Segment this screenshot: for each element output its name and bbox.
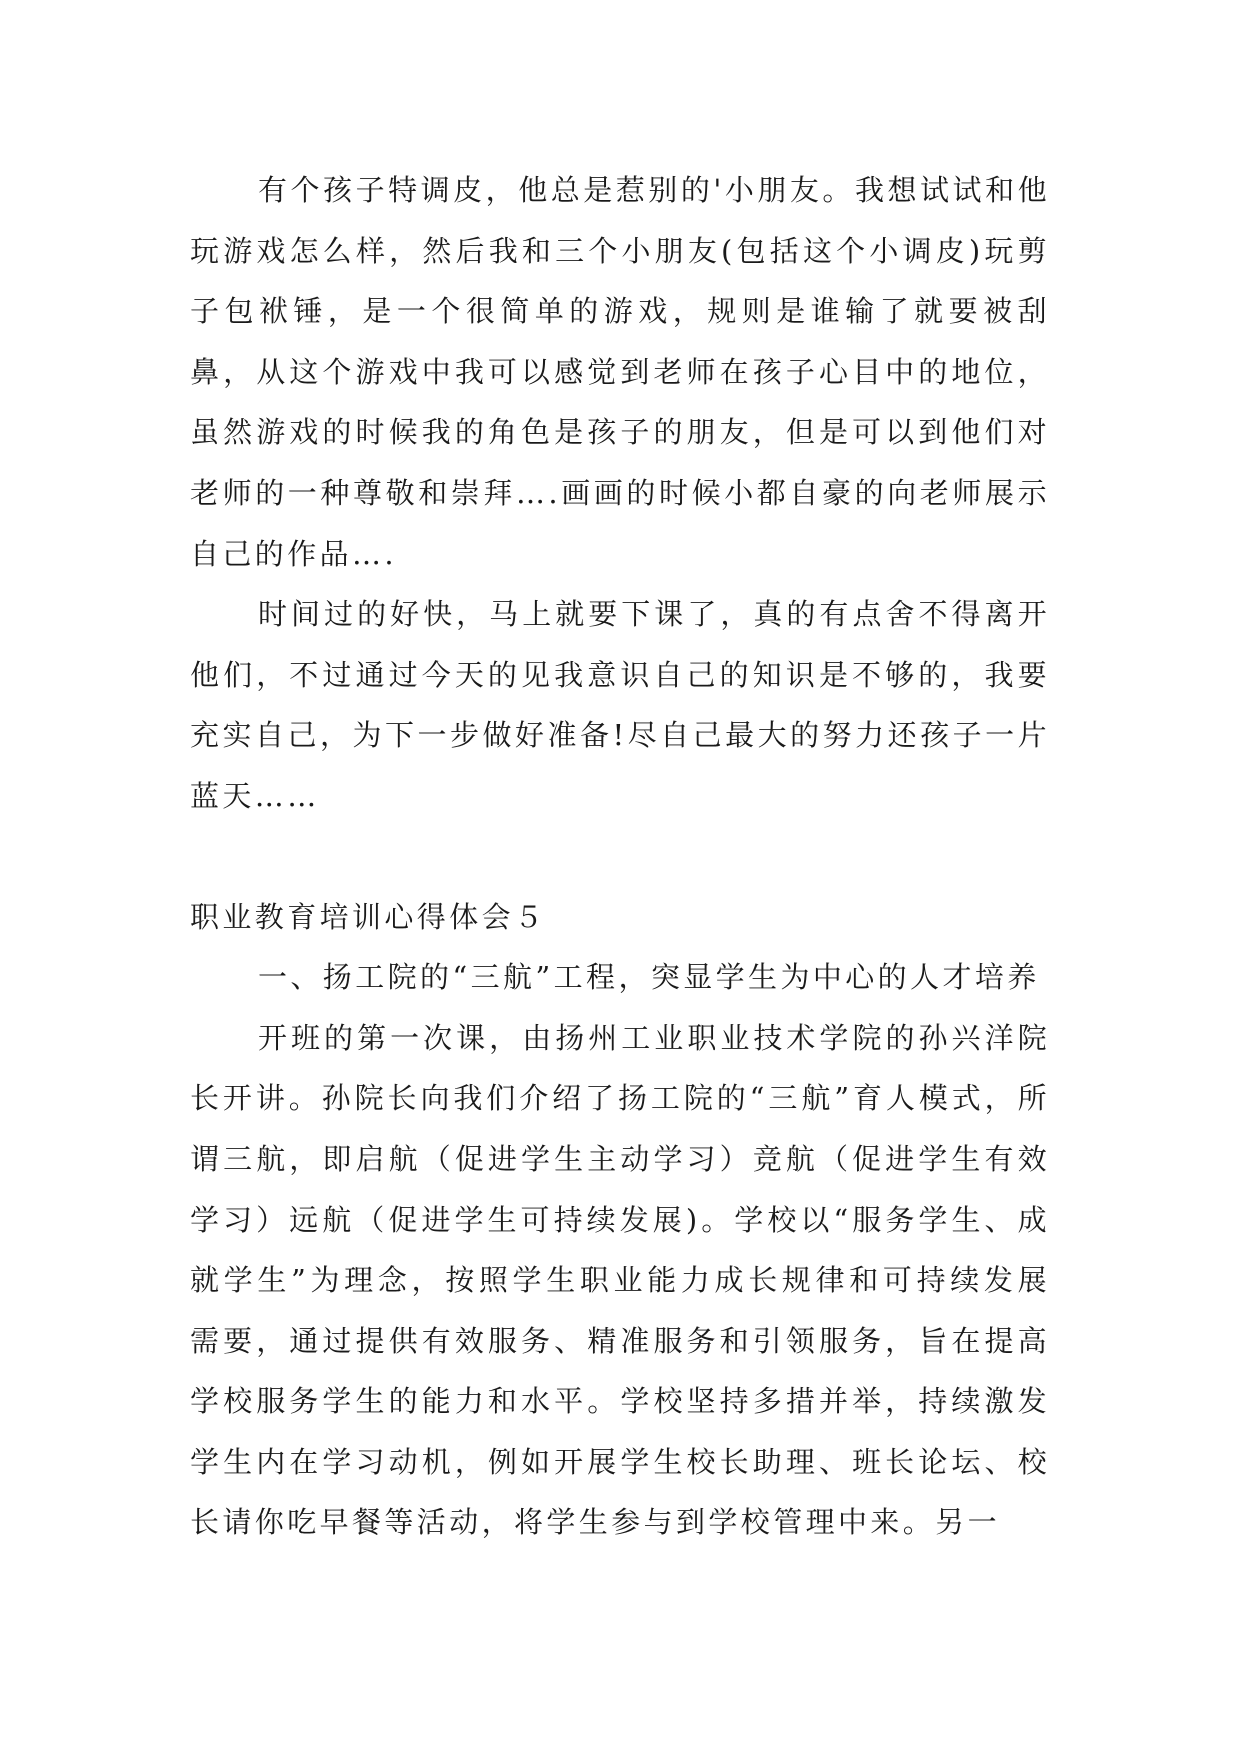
section-spacer xyxy=(190,827,1050,887)
section-title: 职业教育培训心得体会５ xyxy=(190,899,547,934)
subheading-three-voyages: 一、扬工院的“三航”工程，突显学生为中心的人才培养 xyxy=(258,960,1040,995)
paragraph-class-ending: 时间过的好快，马上就要下课了，真的有点舍不得离开他们，不过通过今天的见我意识自己的知识是不够的，我要充实自己，为下一步做好准备!尽自己最大的努力还孩子一片蓝天…… xyxy=(190,597,1050,813)
paragraph-first-lecture: 开班的第一次课，由扬州工业职业技术学院的孙兴洋院长开讲。孙院长向我们介绍了扬工院的“三航”育人模式，所谓三航，即启航（促进学生主动学习）竞航（促进学生有效学习）远航（促进学生可持续发展)。学校以“服务学生、成就学生”为理念，按照学生职业能力成长规律和可持续发展需要，通过提供有效服务、精准服务和引领服务，旨在提高学校服务学生的能力和水平。学校坚持多措并举，持续激发学生内在学习动机，例如开展学生校长助理、班长论坛、校长请你吃早餐等活动，将学生参与到学校管理中来。另一 xyxy=(190,1020,1050,1540)
paragraph-naughty-child: 有个孩子特调皮，他总是惹别的'小朋友。我想试试和他玩游戏怎么样，然后我和三个小朋友(包括这个小调皮)玩剪子包袱锤，是一个很简单的游戏，规则是谁输了就要被刮鼻，从这个游戏中我可以感觉到老师在孩子心目中的地位，虽然游戏的时候我的角色是孩子的朋友，但是可以到他们对老师的一种尊敬和崇拜….画画的时候小都自豪的向老师展示自己的作品…. xyxy=(190,173,1050,571)
document-body xyxy=(190,160,1050,1553)
